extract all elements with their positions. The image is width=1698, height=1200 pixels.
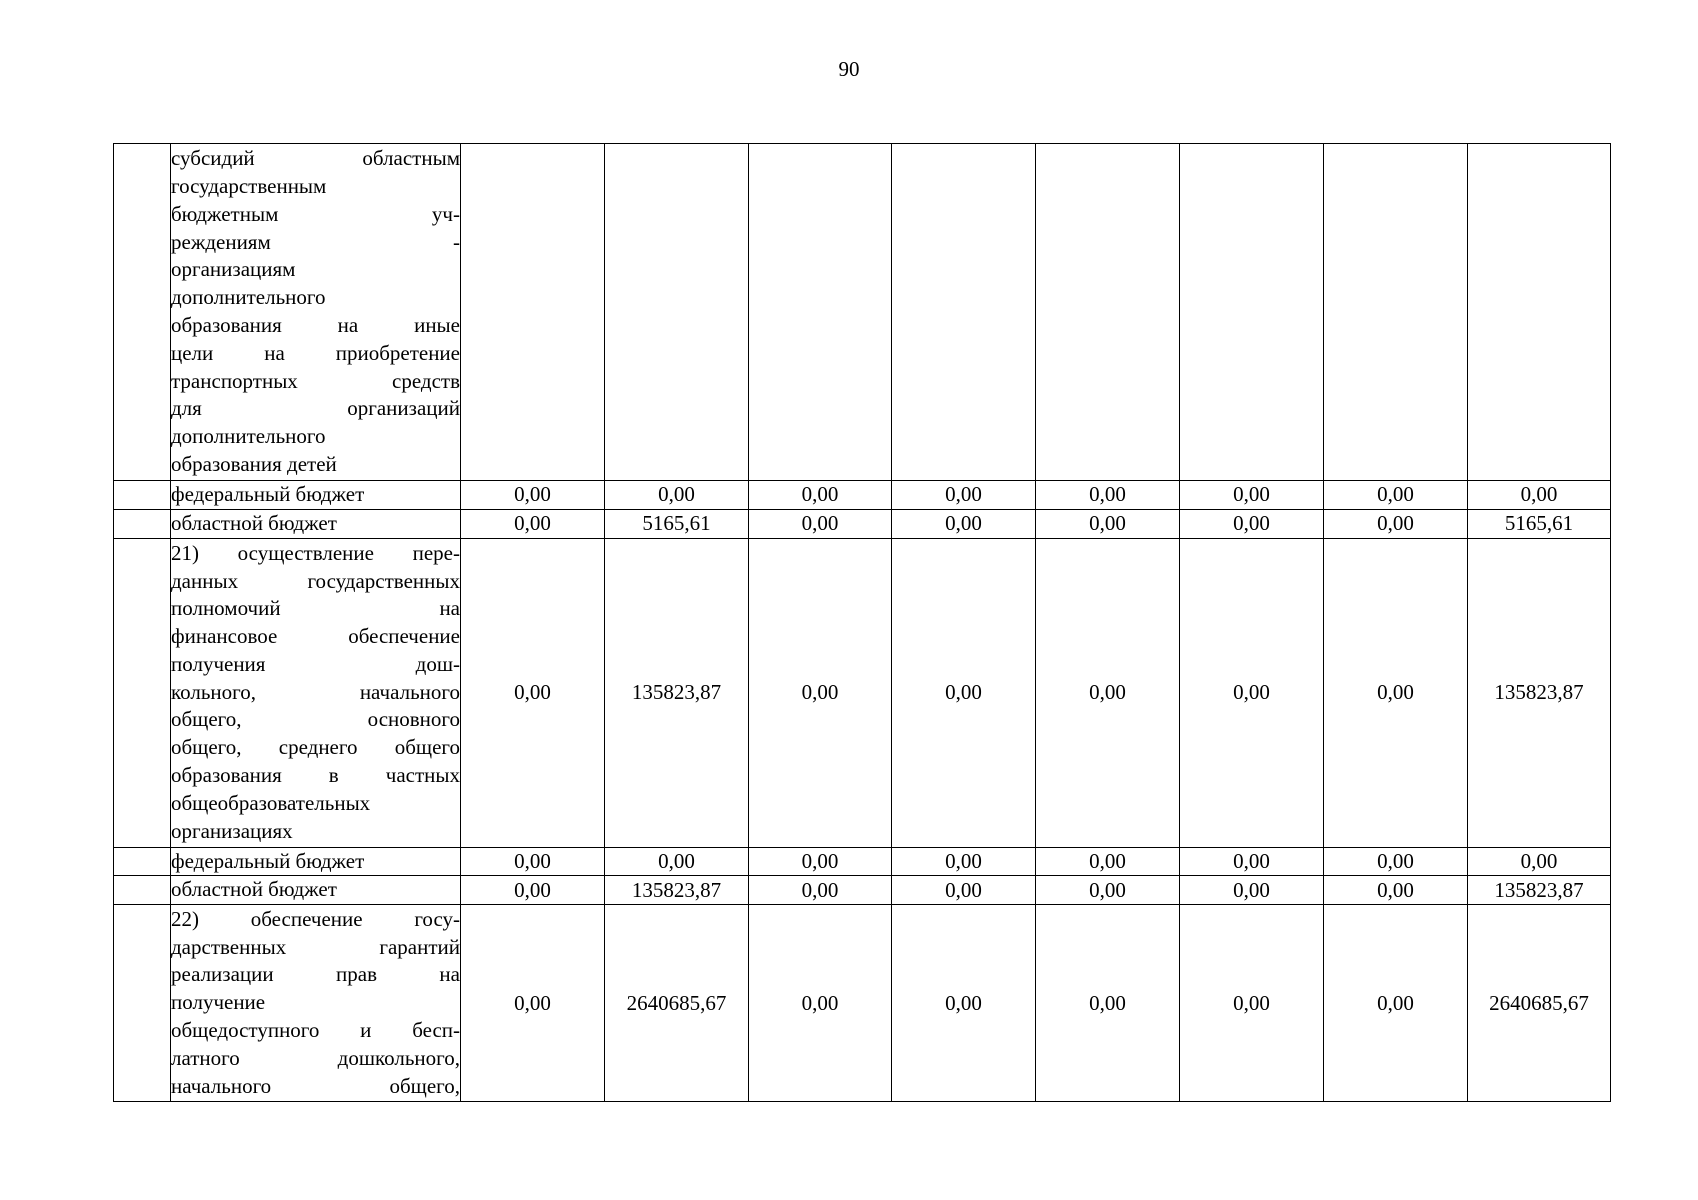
table-row	[114, 876, 1611, 905]
value-cell: 0,00	[605, 481, 749, 510]
name-line: данных государственных	[171, 568, 460, 593]
name-line: общедоступного и бесп-	[171, 1018, 460, 1043]
value-cell	[892, 144, 1036, 481]
value-cell: 0,00	[892, 847, 1036, 876]
value-cell: 5165,61	[605, 509, 749, 538]
item-name-cell	[171, 905, 461, 1102]
name-line: дополнительного	[171, 285, 326, 310]
table-row	[114, 847, 1611, 876]
name-line: латного дошкольного,	[171, 1045, 460, 1070]
item-name-cell	[171, 538, 461, 847]
name-line: дополнительного	[171, 424, 326, 449]
item-name-cell: областной бюджет	[171, 509, 461, 538]
name-line: организациях	[171, 818, 293, 843]
value-cell: 0,00	[1324, 905, 1468, 1102]
total-cell: 0,00	[1468, 847, 1611, 876]
value-cell: 135823,87	[605, 538, 749, 847]
value-cell: 0,00	[1036, 481, 1180, 510]
name-line: 21) осуществление пере-	[171, 540, 460, 565]
name-line: получения дош-	[171, 651, 460, 676]
value-cell: 0,00	[892, 538, 1036, 847]
value-cell: 2640685,67	[605, 905, 749, 1102]
table-row	[114, 538, 1611, 847]
value-cell: 0,00	[1180, 509, 1324, 538]
index-cell	[114, 876, 171, 905]
name-line: кольного, начального	[171, 679, 460, 704]
total-cell: 135823,87	[1468, 538, 1611, 847]
name-line: бюджетным уч-	[171, 201, 460, 226]
index-cell	[114, 481, 171, 510]
value-cell: 0,00	[1036, 847, 1180, 876]
value-cell: 0,00	[605, 847, 749, 876]
name-line: реализации прав на	[171, 962, 460, 987]
name-line: дарственных гарантий	[171, 934, 460, 959]
value-cell: 0,00	[1036, 538, 1180, 847]
name-line: получение	[171, 990, 266, 1015]
name-line: 22) обеспечение госу-	[171, 906, 460, 931]
name-line: начального общего,	[171, 1073, 460, 1098]
name-line: полномочий на	[171, 596, 460, 621]
name-line: организациям	[171, 257, 296, 282]
value-cell: 0,00	[1036, 509, 1180, 538]
value-cell	[1036, 144, 1180, 481]
value-cell: 0,00	[1036, 905, 1180, 1102]
name-line: реждениям -	[171, 229, 460, 254]
item-name-cell: федеральный бюджет	[171, 481, 461, 510]
value-cell: 0,00	[892, 509, 1036, 538]
value-cell: 0,00	[1180, 538, 1324, 847]
table-row	[114, 481, 1611, 510]
value-cell: 0,00	[749, 876, 892, 905]
table-body	[114, 144, 1611, 1102]
name-line: субсидий областным	[171, 146, 460, 171]
value-cell	[461, 144, 605, 481]
total-cell: 2640685,67	[1468, 905, 1611, 1102]
value-cell	[605, 144, 749, 481]
value-cell: 0,00	[1324, 538, 1468, 847]
page-number: 90	[838, 57, 860, 81]
value-cell: 0,00	[1180, 905, 1324, 1102]
name-line: общего, основного	[171, 707, 460, 732]
value-cell: 0,00	[461, 876, 605, 905]
index-cell	[114, 847, 171, 876]
value-cell: 0,00	[749, 481, 892, 510]
item-name-cell: федеральный бюджет	[171, 847, 461, 876]
name-line: для организаций	[171, 396, 460, 421]
value-cell: 0,00	[461, 905, 605, 1102]
index-cell	[114, 509, 171, 538]
value-cell: 0,00	[461, 847, 605, 876]
value-cell: 0,00	[1324, 847, 1468, 876]
index-cell	[114, 144, 171, 481]
name-line: транспортных средств	[171, 368, 460, 393]
item-name-cell	[171, 144, 461, 481]
value-cell	[1324, 144, 1468, 481]
name-line: цели на приобретение	[171, 340, 460, 365]
value-cell: 135823,87	[605, 876, 749, 905]
value-cell: 0,00	[1180, 876, 1324, 905]
value-cell: 0,00	[892, 481, 1036, 510]
value-cell: 0,00	[1324, 876, 1468, 905]
value-cell: 0,00	[1324, 509, 1468, 538]
value-cell: 0,00	[749, 847, 892, 876]
value-cell: 0,00	[461, 481, 605, 510]
item-name-cell: областной бюджет	[171, 876, 461, 905]
value-cell: 0,00	[749, 509, 892, 538]
value-cell: 0,00	[461, 538, 605, 847]
name-line: образования детей	[171, 451, 337, 476]
value-cell	[749, 144, 892, 481]
table-row	[114, 509, 1611, 538]
total-cell: 0,00	[1468, 481, 1611, 510]
value-cell: 0,00	[749, 538, 892, 847]
index-cell	[114, 538, 171, 847]
value-cell: 0,00	[1180, 847, 1324, 876]
table-row	[114, 905, 1611, 1102]
name-line: финансовое обеспечение	[171, 624, 460, 649]
name-line: общеобразовательных	[171, 790, 371, 815]
value-cell: 0,00	[892, 905, 1036, 1102]
total-cell: 135823,87	[1468, 876, 1611, 905]
total-cell	[1468, 144, 1611, 481]
value-cell: 0,00	[892, 876, 1036, 905]
name-line: образования на иные	[171, 313, 460, 337]
total-cell: 5165,61	[1468, 509, 1611, 538]
value-cell: 0,00	[749, 905, 892, 1102]
budget-table	[113, 143, 1611, 1102]
name-line: общего, среднего общего	[171, 735, 460, 760]
name-line: образования в частных	[171, 763, 460, 788]
name-line: государственным	[171, 174, 327, 199]
index-cell	[114, 905, 171, 1102]
value-cell: 0,00	[1036, 876, 1180, 905]
value-cell: 0,00	[1324, 481, 1468, 510]
value-cell	[1180, 144, 1324, 481]
value-cell: 0,00	[1180, 481, 1324, 510]
value-cell: 0,00	[461, 509, 605, 538]
table-row	[114, 144, 1611, 481]
